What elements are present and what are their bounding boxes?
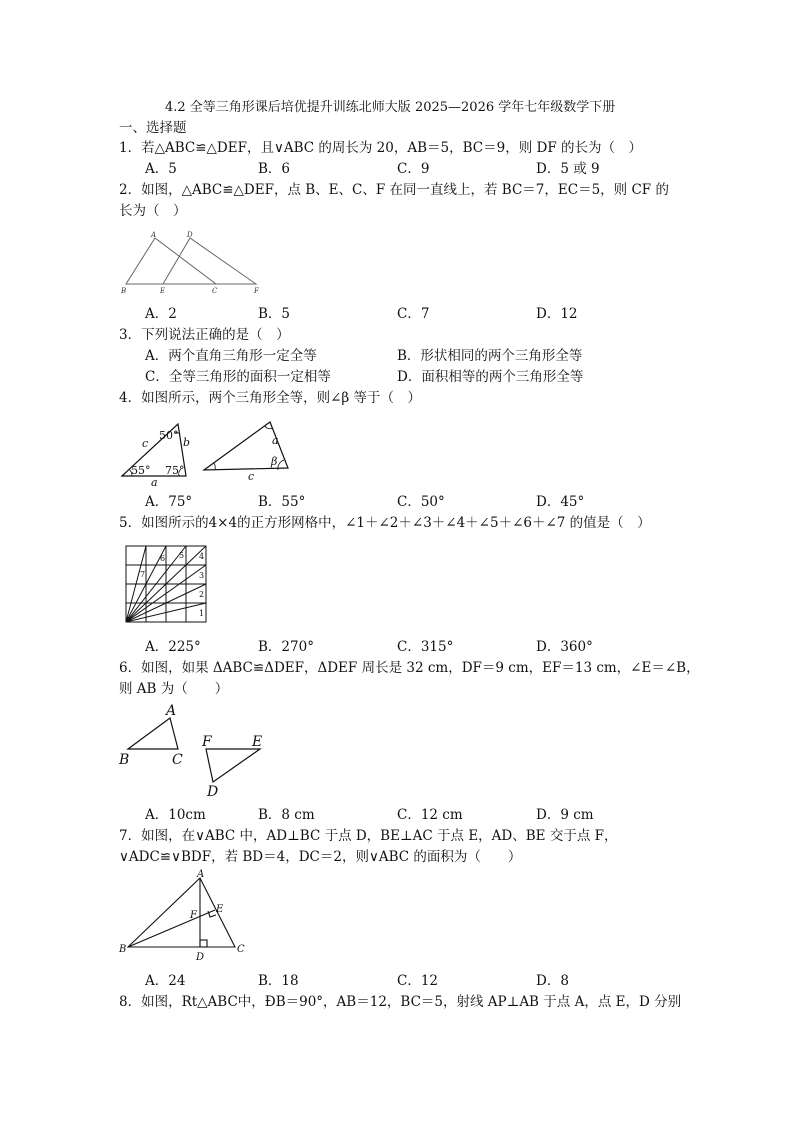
q4-left-label-c: c: [142, 437, 149, 450]
q5-angle-1: 1: [199, 609, 205, 618]
page-title: 4.2 全等三角形课后培优提升训练北师大版 2025—2026 学年七年级数学下册: [165, 100, 616, 115]
q2-label-a: A: [151, 231, 157, 239]
q6-label-d: D: [207, 784, 219, 800]
q3-option-c[interactable]: C．全等三角形的面积一定相等: [145, 369, 331, 385]
question-2-stem-line2: 长为（ ）: [119, 203, 187, 219]
q2-label-c: C: [212, 287, 218, 295]
q4-option-a[interactable]: A．75°: [145, 494, 193, 510]
q7-option-a[interactable]: A．24: [145, 973, 186, 989]
q1-option-b[interactable]: B．6: [258, 161, 291, 177]
q2-label-e: E: [160, 287, 166, 295]
q4-option-d[interactable]: D．45°: [536, 494, 585, 510]
question-3-stem: 3．下列说法正确的是（ ）: [119, 327, 290, 343]
q5-option-b[interactable]: B．270°: [258, 639, 314, 655]
q7-label-a: A: [197, 869, 205, 880]
q2-label-d: D: [187, 231, 193, 239]
q7-label-e: E: [216, 904, 224, 915]
q2-option-d[interactable]: D．12: [536, 306, 578, 322]
q2-option-c[interactable]: C．7: [397, 306, 430, 322]
question-7-stem-line2: ∨ADC≌∨BDF，若 BD＝4，DC＝2，则∨ABC 的面积为（ ）: [119, 849, 522, 865]
q5-angle-6: 6: [160, 554, 166, 563]
q5-option-c[interactable]: C．315°: [397, 639, 454, 655]
q2-label-f: F: [254, 287, 259, 295]
q1-option-d[interactable]: D．5 或 9: [536, 161, 600, 177]
q7-label-c: C: [237, 944, 245, 955]
q4-right-label-c: c: [248, 470, 255, 483]
question-7-stem: 7．如图，在∨ABC 中，AD⊥BC 于点 D，BE⊥AC 于点 E，AD、BE 交于点 F，: [119, 828, 618, 844]
question-6-stem-line2: 则 AB 为（ ）: [119, 681, 229, 697]
question-1-stem: 1．若△ABC≌△DEF，且∨ABC 的周长为 20，AB＝5，BC＝9，则 DF 的长为（ ）: [119, 140, 642, 156]
question-6-stem: 6．如图，如果 ΔABC≌ΔDEF，ΔDEF 周长是 32 cm，DF＝9 cm，EF＝13 cm，∠E＝∠B，: [119, 660, 700, 676]
q6-label-e: E: [252, 734, 263, 750]
q5-angle-3: 3: [199, 571, 205, 580]
q4-figure: [118, 412, 298, 487]
q1-option-a[interactable]: A．5: [145, 161, 177, 177]
q3-option-b[interactable]: B．形状相同的两个三角形全等: [397, 348, 583, 364]
q7-label-d: D: [196, 952, 205, 963]
q7-label-b: B: [119, 944, 127, 955]
q6-label-a: A: [166, 703, 177, 719]
q3-option-a[interactable]: A．两个直角三角形一定全等: [145, 348, 317, 364]
q7-option-d[interactable]: D．8: [536, 973, 569, 989]
q6-label-f: F: [202, 734, 212, 750]
q7-label-f: F: [190, 910, 197, 921]
q2-option-a[interactable]: A．2: [145, 306, 177, 322]
q2-figure: [118, 228, 268, 298]
q6-option-b[interactable]: B．8 cm: [258, 807, 315, 823]
q7-option-b[interactable]: B．18: [258, 973, 299, 989]
q2-label-b: B: [121, 287, 127, 295]
q5-angle-7: 7: [140, 570, 146, 579]
question-4-stem: 4．如图所示，两个三角形全等，则∠β 等于（ ）: [119, 390, 421, 406]
q3-option-d[interactable]: D．面积相等的两个三角形全等: [397, 369, 584, 385]
q5-grid-figure: [124, 544, 208, 624]
q6-option-a[interactable]: A．10cm: [145, 807, 206, 823]
q4-right-label-a: a: [272, 434, 279, 447]
q6-option-c[interactable]: C．12 cm: [397, 807, 463, 823]
q5-option-a[interactable]: A．225°: [145, 639, 201, 655]
q4-left-label-50: 50°: [159, 429, 179, 442]
question-5-stem: 5．如图所示的4×4的正方形网格中，∠1＋∠2＋∠3＋∠4＋∠5＋∠6＋∠7 的值是（ ）: [119, 515, 651, 531]
q2-option-b[interactable]: B．5: [258, 306, 291, 322]
q6-figure: [118, 700, 278, 798]
q5-option-d[interactable]: D．360°: [536, 639, 593, 655]
q6-option-d[interactable]: D．9 cm: [536, 807, 594, 823]
q4-left-label-b: b: [183, 436, 191, 449]
q6-label-b: B: [119, 752, 130, 768]
q4-left-label-75: 75°: [165, 464, 185, 477]
q5-angle-2: 2: [199, 590, 205, 599]
q1-option-c[interactable]: C．9: [397, 161, 430, 177]
q4-option-c[interactable]: C．50°: [397, 494, 445, 510]
q4-left-label-55: 55°: [131, 464, 151, 477]
question-2-stem: 2．如图，△ABC≌△DEF，点 B、E、C、F 在同一直线上，若 BC＝7，EC＝5，则 CF 的: [119, 182, 669, 198]
q7-figure: [118, 868, 258, 968]
section-heading: 一、选择题: [119, 120, 187, 136]
question-8-stem: 8．如图，Rt△ABC中，ÐB＝90°，AB＝12，BC＝5，射线 AP⊥AB 于点 A，点 E，D 分别: [119, 994, 682, 1010]
q4-right-label-beta: β: [271, 455, 278, 468]
q6-label-c: C: [172, 752, 183, 768]
q5-angle-4: 4: [199, 552, 205, 561]
q4-option-b[interactable]: B．55°: [258, 494, 306, 510]
q7-option-c[interactable]: C．12: [397, 973, 439, 989]
q4-left-label-a: a: [151, 476, 158, 489]
q5-angle-5: 5: [179, 551, 185, 560]
